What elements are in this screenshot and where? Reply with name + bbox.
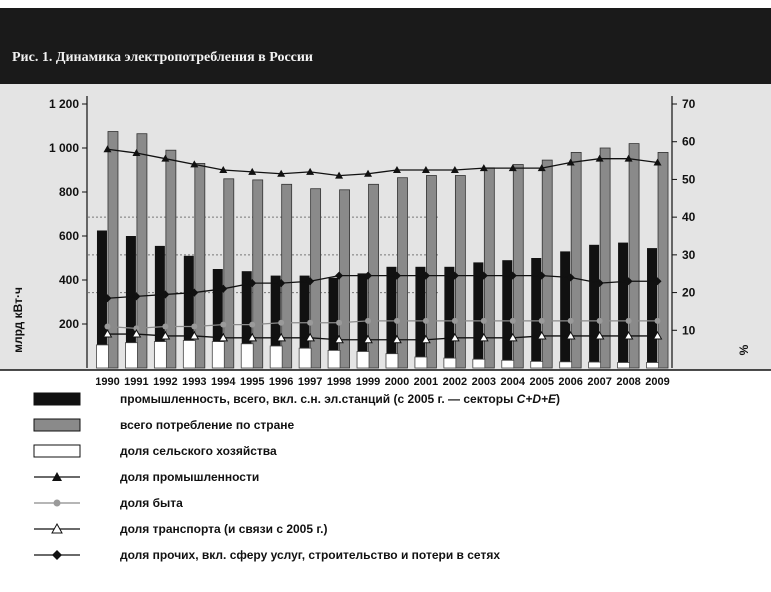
- x-tick-label: 1992: [153, 376, 178, 388]
- series-point-1: [278, 320, 284, 326]
- legend-label-text: всего потребление по стране: [120, 418, 295, 432]
- x-tick-label: 1991: [124, 376, 149, 388]
- bar-agriculture-share: [328, 350, 340, 368]
- right-tick-label: 70: [682, 97, 696, 111]
- legend-label-text: доля быта: [120, 496, 183, 510]
- x-tick-label: 2003: [471, 376, 497, 388]
- series-point-1: [539, 318, 545, 324]
- x-tick-label: 1997: [297, 376, 323, 388]
- legend-label-text: доля транспорта (и связи с 2005 г.): [120, 522, 328, 536]
- legend-label-text: промышленность, всего, вкл. с.н. эл.станций (с 2005 г. — секторы: [120, 392, 517, 406]
- series-point-1: [568, 318, 574, 324]
- legend-label: [120, 496, 183, 510]
- x-tick-label: 2008: [616, 376, 641, 388]
- x-tick-label: 2002: [442, 376, 468, 388]
- bar-industry: [415, 267, 425, 368]
- series-point-1: [365, 318, 371, 324]
- series-point-1: [481, 318, 487, 324]
- left-axis-label: млрд кВт·ч: [11, 287, 25, 353]
- legend-key-icon: [32, 496, 82, 510]
- bar-total-consumption: [108, 132, 118, 369]
- legend-label-text: доля сельского хозяйства: [120, 444, 277, 458]
- series-point-1: [452, 318, 458, 324]
- legend-item: [32, 388, 560, 410]
- legend-label: [120, 548, 500, 562]
- legend-label: [120, 418, 294, 432]
- bar-industry: [473, 262, 483, 368]
- series-point-1: [597, 318, 603, 324]
- bar-agriculture-share: [299, 348, 311, 368]
- x-tick-label: 1998: [326, 376, 352, 388]
- left-tick-label: 600: [58, 229, 79, 243]
- right-tick-label: 10: [682, 323, 696, 338]
- bar-industry: [386, 267, 396, 368]
- left-tick-label: 1 200: [48, 97, 79, 111]
- series-point-1: [336, 320, 342, 326]
- x-tick-label: 2000: [384, 376, 410, 388]
- bar-agriculture-share: [647, 363, 659, 369]
- bar-agriculture-share: [96, 345, 108, 368]
- right-tick-label: 20: [682, 285, 696, 300]
- series-point-1: [307, 320, 313, 326]
- bar-agriculture-share: [473, 359, 485, 368]
- legend-key-icon: [32, 522, 82, 536]
- bar-agriculture-share: [183, 341, 195, 369]
- series-point-1: [249, 322, 255, 328]
- left-tick-label: 400: [58, 273, 79, 287]
- right-tick-label: 50: [682, 172, 696, 187]
- legend-label-italic: C+D+E: [516, 392, 557, 406]
- x-tick-label: 2001: [413, 376, 439, 388]
- series-point-1: [655, 318, 661, 324]
- bar-industry: [618, 243, 628, 368]
- bar-agriculture-share: [531, 361, 543, 368]
- legend-item: [32, 440, 277, 462]
- x-tick-label: 1993: [182, 376, 207, 388]
- legend-label: [120, 392, 560, 406]
- legend-label: [120, 444, 277, 458]
- legend-item: [32, 544, 500, 566]
- bar-agriculture-share: [154, 342, 166, 368]
- legend-label: [120, 470, 259, 484]
- legend-label: [120, 522, 328, 536]
- x-tick-label: 2004: [500, 376, 526, 388]
- legend-key-icon: [32, 470, 82, 484]
- bar-agriculture-share: [444, 358, 456, 368]
- bar-industry: [560, 251, 570, 368]
- left-tick-label: 200: [58, 317, 79, 331]
- bar-total-consumption: [629, 144, 639, 368]
- bar-agriculture-share: [357, 352, 369, 369]
- figure-title: Рис. 1. Динамика электропотребления в России: [12, 50, 313, 65]
- bar-agriculture-share: [589, 362, 601, 368]
- x-tick-label: 2006: [558, 376, 583, 388]
- series-point-1: [423, 318, 429, 324]
- legend-label-tail: ): [556, 392, 561, 406]
- series-point-1: [191, 324, 197, 330]
- series-point-1: [394, 318, 400, 324]
- bar-agriculture-share: [241, 344, 253, 368]
- legend-item: [32, 518, 328, 540]
- x-tick-label: 1995: [239, 376, 265, 388]
- legend-label-text: доля промышленности: [120, 470, 260, 484]
- series-point-1: [626, 318, 632, 324]
- legend-key-icon: [32, 392, 82, 406]
- bar-agriculture-share: [270, 346, 282, 368]
- right-tick-label: 40: [682, 210, 696, 225]
- bar-agriculture-share: [502, 360, 514, 368]
- bar-industry: [444, 267, 454, 368]
- series-point-0: [306, 168, 314, 175]
- legend-key-icon: [32, 418, 82, 432]
- series-point-1: [510, 318, 516, 324]
- series-point-1: [220, 322, 226, 328]
- legend-item: [32, 492, 183, 514]
- x-tick-label: 1999: [355, 376, 381, 388]
- legend-item: [32, 414, 294, 436]
- right-axis-label: %: [737, 344, 751, 356]
- x-tick-label: 1994: [211, 376, 236, 388]
- x-tick-label: 2005: [529, 376, 554, 388]
- bar-industry: [589, 245, 599, 368]
- legend-key-icon: [32, 548, 82, 562]
- x-tick-label: 2009: [645, 376, 670, 388]
- bar-agriculture-share: [560, 362, 572, 368]
- bar-industry: [647, 248, 657, 368]
- x-tick-label: 2007: [587, 376, 612, 388]
- right-tick-label: 60: [682, 134, 696, 149]
- x-tick-label: 1990: [95, 376, 120, 388]
- bar-agriculture-share: [386, 354, 398, 368]
- bar-agriculture-share: [212, 342, 224, 368]
- legend-item: [32, 466, 259, 488]
- x-tick-label: 1996: [268, 376, 294, 388]
- bar-agriculture-share: [618, 363, 630, 369]
- legend-key-icon: [32, 444, 82, 458]
- bar-agriculture-share: [415, 357, 427, 368]
- left-tick-label: 1 000: [48, 141, 79, 155]
- series-point-1: [162, 324, 168, 330]
- series-point-1: [104, 324, 110, 330]
- legend-label-text: доля прочих, вкл. сферу услуг, строительство и потери в сетях: [120, 548, 500, 562]
- bar-agriculture-share: [125, 343, 137, 368]
- left-tick-label: 800: [58, 185, 79, 199]
- right-tick-label: 30: [682, 247, 696, 262]
